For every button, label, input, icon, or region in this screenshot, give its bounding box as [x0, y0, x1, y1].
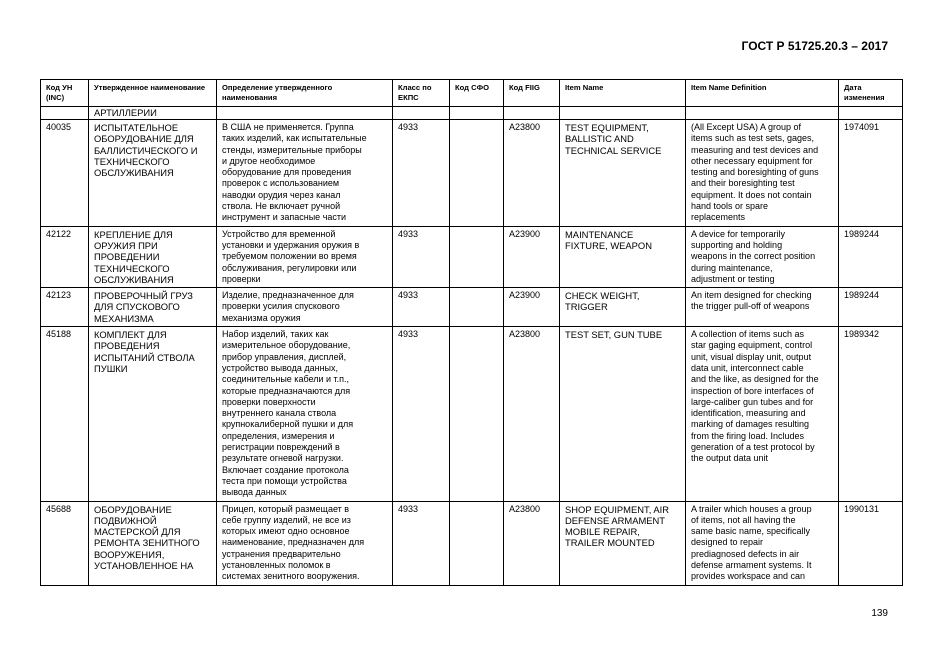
cell-approved-name: КОМПЛЕКТ ДЛЯ ПРОВЕДЕНИЯ ИСПЫТАНИЙ СТВОЛА ПУШКИ: [89, 327, 217, 501]
cell-sfo: [450, 226, 504, 287]
cell-definition: Изделие, предназначенное для проверки усилия спускового механизма оружия: [217, 288, 393, 327]
cell-definition: Прицеп, который размещает в себе группу изделий, не все из которых имеют одно основное наименование, предназначен для устранения предварительно установленных поломок в системах зенитного вооружения.: [217, 501, 393, 585]
cell-approved-name: ИСПЫТАТЕЛЬНОЕ ОБОРУДОВАНИЕ ДЛЯ БАЛЛИСТИЧЕСКОГО И ТЕХНИЧЕСКОГО ОБСЛУЖИВАНИЯ: [89, 120, 217, 227]
continuation-text: АРТИЛЛЕРИИ: [89, 107, 217, 120]
col-header-definition: Определение утвержденного наименования: [217, 80, 393, 107]
cell-item-name: TEST SET, GUN TUBE: [560, 327, 686, 501]
table-row: [41, 501, 903, 585]
cell-item-name: TEST EQUIPMENT, BALLISTIC AND TECHNICAL SERVICE: [560, 120, 686, 227]
cell-sfo: [450, 120, 504, 227]
col-header-approved-name: Утвержденное наименование: [89, 80, 217, 107]
table-row: [41, 120, 903, 227]
cell-class: 4933: [393, 120, 450, 227]
cell-item-definition: A collection of items such as star gaging equipment, control unit, visual display unit, output data unit, interconnect cable and the like, as designed for the inspection of bore interfaces of large-caliber gun tubes and for identification, measuring and marking of damages resulting from the firing load. Includes generation of a test protocol by the output data unit: [686, 327, 839, 501]
cell-definition: Набор изделий, таких как измерительное оборудование, прибор управления, дисплей, устройство вывода данных, соединительные кабели и т.п., которые предназначаются для проверки поверхности внутреннего канала ствола крупнокалиберной пушки и для определения, измерения и регистрации повреждений в результате огневой нагрузки. Включает создание протокола теста при помощи устройства вывода данных: [217, 327, 393, 501]
cell-item-definition: A device for temporarily supporting and holding weapons in the correct position during maintenance, adjustment or testing: [686, 226, 839, 287]
table-header-row: [41, 80, 903, 107]
cell-item-definition: (All Except USA) A group of items such as test sets, gages, measuring and test devices and other necessary equipment for testing and boresighting of guns and their boresighting test equipment. It does not contain hand tools or spare replacements: [686, 120, 839, 227]
cell-class: 4933: [393, 288, 450, 327]
table-row: [41, 226, 903, 287]
cell-date: 1989342: [839, 327, 903, 501]
cell-fiig: A23900: [504, 288, 560, 327]
cell-fiig: A23800: [504, 120, 560, 227]
cell-inc: 40035: [41, 120, 89, 227]
cell-sfo: [450, 288, 504, 327]
cell-inc: 45188: [41, 327, 89, 501]
col-header-item-definition: Item Name Definition: [686, 80, 839, 107]
cell-class: 4933: [393, 226, 450, 287]
cell-date: 1990131: [839, 501, 903, 585]
cell-item-definition: An item designed for checking the trigger pull-off of weapons: [686, 288, 839, 327]
page-number: 139: [871, 608, 888, 619]
continuation-row: [41, 107, 903, 120]
standard-title: ГОСТ Р 51725.20.3 – 2017: [741, 39, 888, 53]
cell-inc: 42123: [41, 288, 89, 327]
col-header-fiig: Код FIIG: [504, 80, 560, 107]
cell-fiig: A23900: [504, 226, 560, 287]
col-header-item-name: Item Name: [560, 80, 686, 107]
cell-class: 4933: [393, 501, 450, 585]
col-header-date: Дата изменения: [839, 80, 903, 107]
col-header-class: Класс по ЕКПС: [393, 80, 450, 107]
cell-inc: 42122: [41, 226, 89, 287]
cell-sfo: [450, 327, 504, 501]
cell-item-name: MAINTENANCE FIXTURE, WEAPON: [560, 226, 686, 287]
cell-fiig: A23800: [504, 327, 560, 501]
table-row: [41, 327, 903, 501]
cell-definition: Устройство для временной установки и удержания оружия в требуемом положении во время обслуживания, регулировки или проверки: [217, 226, 393, 287]
cell-inc: 45688: [41, 501, 89, 585]
col-header-inc: Код УН (INC): [41, 80, 89, 107]
cell-sfo: [450, 501, 504, 585]
catalog-table: [40, 79, 903, 586]
cell-item-definition: A trailer which houses a group of items, not all having the same basic name, specifically designed to repair prediagnosed defects in air defense armament systems. It provides workspace and can: [686, 501, 839, 585]
cell-approved-name: КРЕПЛЕНИЕ ДЛЯ ОРУЖИЯ ПРИ ПРОВЕДЕНИИ ТЕХНИЧЕСКОГО ОБСЛУЖИВАНИЯ: [89, 226, 217, 287]
cell-date: 1974091: [839, 120, 903, 227]
cell-fiig: A23800: [504, 501, 560, 585]
cell-item-name: SHOP EQUIPMENT, AIR DEFENSE ARMAMENT MOBILE REPAIR, TRAILER MOUNTED: [560, 501, 686, 585]
cell-class: 4933: [393, 327, 450, 501]
cell-date: 1989244: [839, 288, 903, 327]
cell-approved-name: ПРОВЕРОЧНЫЙ ГРУЗ ДЛЯ СПУСКОВОГО МЕХАНИЗМА: [89, 288, 217, 327]
cell-approved-name: ОБОРУДОВАНИЕ ПОДВИЖНОЙ МАСТЕРСКОЙ ДЛЯ РЕМОНТА ЗЕНИТНОГО ВООРУЖЕНИЯ, УСТАНОВЛЕННОЕ НА: [89, 501, 217, 585]
cell-definition: В США не применяется. Группа таких изделий, как испытательные стенды, измерительные приборы и другое необходимое оборудование для проведения проверок с использованием наводки орудия через канал ствола. Не включает ручной инструмент и запасные части: [217, 120, 393, 227]
table-row: [41, 288, 903, 327]
cell-date: 1989244: [839, 226, 903, 287]
col-header-sfo: Код СФО: [450, 80, 504, 107]
cell-item-name: CHECK WEIGHT, TRIGGER: [560, 288, 686, 327]
